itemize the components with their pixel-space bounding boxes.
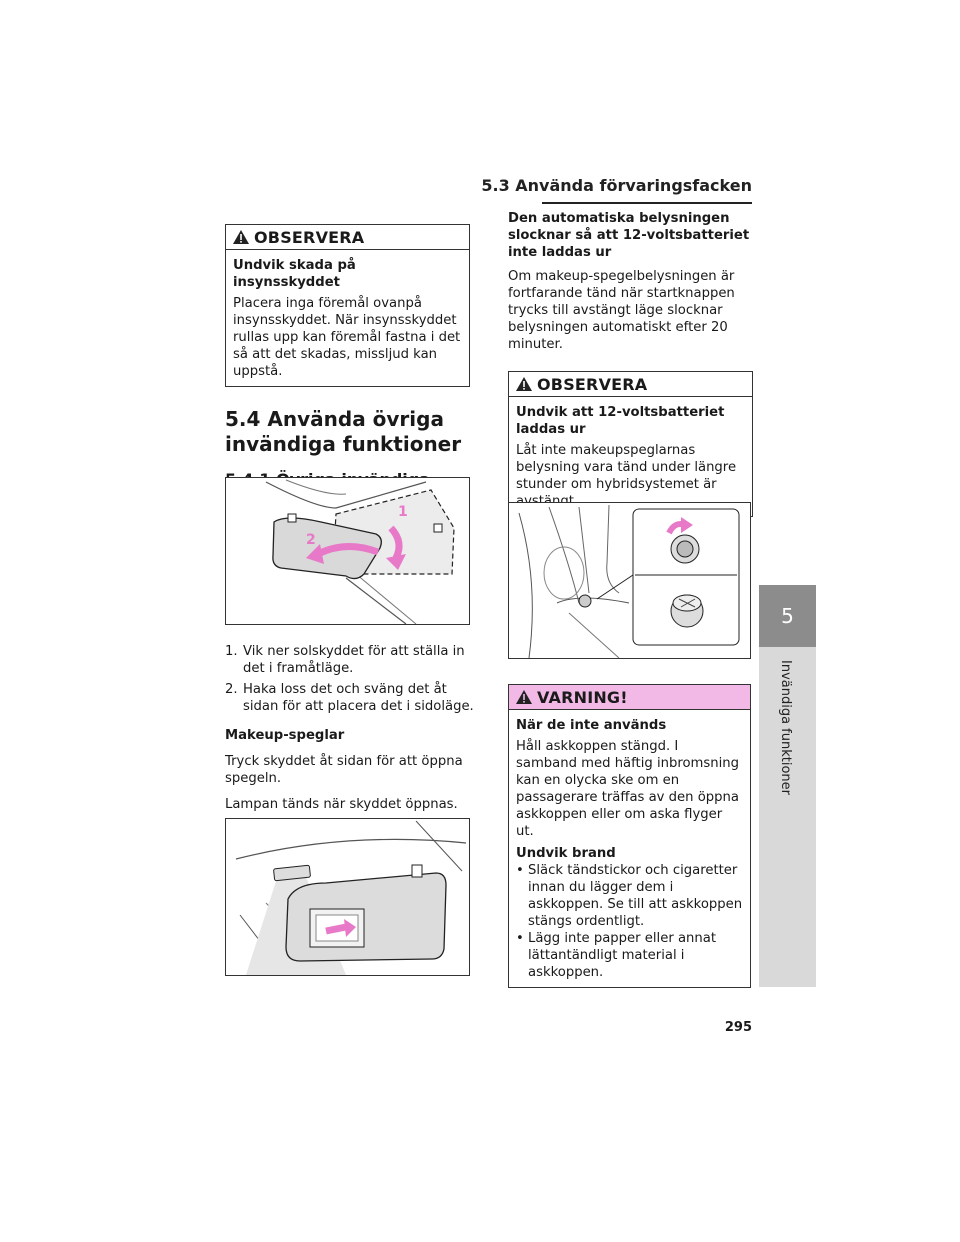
warning-title-2: Undvik brand <box>516 846 616 861</box>
warning-label: VARNING! <box>537 687 628 707</box>
notice-header <box>226 225 469 250</box>
warning-icon <box>515 689 533 705</box>
notice-label: OBSERVERA <box>254 227 365 247</box>
step-text: Haka loss det och sväng det åt sidan för att placera det i sidoläge. <box>243 682 474 714</box>
notice-box-observera-1 <box>225 224 470 387</box>
auto-light-text: Om makeup-spegelbelysningen är fortfarande tänd när startknappen trycks till avstängt läge slocknar belysningen automatiskt efter 20 minuter. <box>508 269 735 352</box>
list-item <box>225 643 475 677</box>
section-heading-line1: 5.4 Använda övriga <box>225 407 444 431</box>
notice-header <box>509 372 752 397</box>
warning-title-1: När de inte används <box>516 718 667 733</box>
notice-title: Undvik skada på insynsskyddet <box>233 258 356 290</box>
notice-box-observera-2 <box>508 371 753 517</box>
warning-header <box>509 685 750 710</box>
figure-makeup-mirror <box>225 818 470 976</box>
left-column-lower <box>225 643 475 813</box>
step-number: 2. <box>225 682 238 697</box>
step-text: Vik ner solskyddet för att ställa in det i framåtläge. <box>243 644 465 676</box>
steps-list <box>225 643 475 715</box>
section-header: 5.3 Använda förvaringsfacken <box>481 176 752 195</box>
auto-light-title: Den automatiska belysningen slocknar så att 12-voltsbatteriet inte laddas ur <box>508 211 750 260</box>
figure-ashtray <box>508 502 751 659</box>
notice-text: Placera inga föremål ovanpå insynsskyddet. När insynsskyddet rullas upp kan föremål fastna i det så att det skadas, missljud kan uppstå. <box>233 296 461 379</box>
caution-icon <box>232 229 250 245</box>
notice-label: OBSERVERA <box>537 374 648 394</box>
makeup-text-2: Lampan tänds när skyddet öppnas. <box>225 797 458 812</box>
step-number: 1. <box>225 644 238 659</box>
chapter-tab-number: 5 <box>759 585 816 647</box>
caution-icon <box>515 376 533 392</box>
makeup-title: Makeup-speglar <box>225 728 345 743</box>
figure-label-1: 1 <box>398 504 408 520</box>
section-heading-line2: invändiga funktioner <box>225 432 462 456</box>
figure-label-2: 2 <box>306 532 316 548</box>
list-item <box>225 681 475 715</box>
notice-title: Undvik att 12-voltsbatteriet laddas ur <box>516 405 725 437</box>
list-item: • Släck tändstickor och cigaretter innan du lägger dem i askkoppen. Se till att askkoppen stängs ordentligt. <box>516 863 743 929</box>
warning-box <box>508 684 751 988</box>
notice-text: Låt inte makeupspeglarnas belysning vara tänd under längre stunder om hybridsystemet är <box>516 443 737 492</box>
makeup-text-1: Tryck skyddet åt sidan för att öppna spegeln. <box>225 754 463 786</box>
figure-sun-visor <box>225 477 470 625</box>
list-item: • Lägg inte papper eller annat lättantändligt material i askkoppen. <box>516 930 743 981</box>
page-number: 295 <box>724 1020 752 1035</box>
warning-text-1: Håll askkoppen stängd. I samband med häftig inbromsning kan en olycka ske om en passagerare träffas av den öppna askkoppen eller om aska flyger ut. <box>516 739 740 839</box>
warning-bullets <box>516 862 743 981</box>
bullet-text: Släck tändstickor och cigaretter innan du lägger dem i askkoppen. Se till att askkoppen stängs ordentligt. <box>528 863 743 929</box>
header-rule <box>542 202 752 204</box>
chapter-tab-label: Invändiga funktioner <box>778 660 793 796</box>
bullet-text: Lägg inte papper eller annat lättantändligt material i askkoppen. <box>528 931 716 980</box>
